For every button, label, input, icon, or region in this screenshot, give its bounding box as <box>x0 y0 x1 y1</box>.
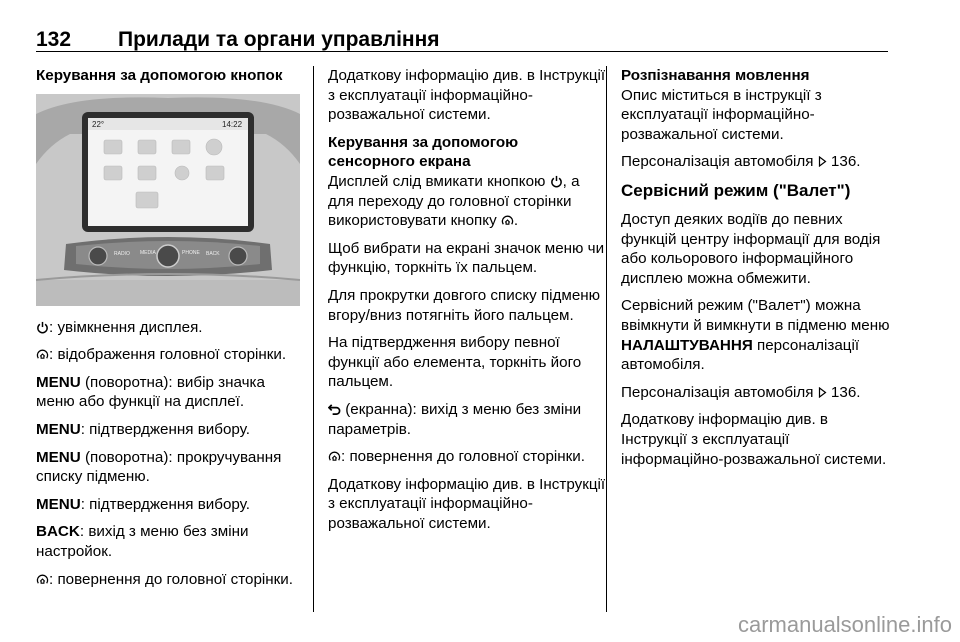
speech-desc: Опис міститься в інструкції з експлуатації інформаційно-розважальної системи. <box>621 86 822 143</box>
screen-clock: 14:22 <box>222 119 243 129</box>
column-3 <box>621 66 891 477</box>
power-knob <box>89 247 107 265</box>
media-button-label: MEDIA <box>140 249 156 256</box>
column-divider <box>313 66 314 612</box>
home-icon <box>36 573 49 586</box>
menu-knob <box>157 245 179 267</box>
home-icon <box>328 450 341 463</box>
touch-power-desc: Дисплей слід вмикати кнопкою , а для переходу до головної сторінки використовувати кнопку . <box>328 172 580 230</box>
home-knob <box>229 247 247 265</box>
home-return-desc: : повернення до головної сторінки. <box>36 570 302 590</box>
section-heading-buttons: Керування за допомогою кнопок <box>36 67 283 84</box>
touch-scroll-desc: Для прокрутки довгого списку підменю вгору/вниз потягніть його пальцем. <box>328 286 601 324</box>
screen-app-icon <box>104 166 122 180</box>
page-ref-icon <box>818 156 827 167</box>
personalization-ref: Персоналізація автомобіля 136. <box>621 153 861 171</box>
menu-rotate-desc: MENU (поворотна): вибір значка меню або функції на дисплеї. <box>36 373 265 411</box>
infotainment-photo <box>36 94 300 306</box>
valet-desc: Доступ деяких водіїв до певних функцій центру інформації для водія або кольорового інформаційного дисплею можна обмежити. <box>621 210 881 287</box>
home-button-desc: : відображення головної сторінки. <box>36 345 302 365</box>
screen-app-icon <box>136 192 158 208</box>
screen-app-icon <box>138 140 156 154</box>
page-title: Прилади та органи управління <box>118 28 440 51</box>
watermark: carmanualsonline.info <box>737 612 952 637</box>
power-icon <box>550 175 563 188</box>
more-info-text: Додаткову інформацію див. в Інструкції з експлуатації інформаційно-розважальної системи. <box>328 475 606 532</box>
screen-app-icon <box>138 166 156 180</box>
screen-app-icon <box>175 166 189 180</box>
column-2 <box>328 66 608 541</box>
page-number: 132 <box>36 28 72 51</box>
power-button-desc: : увімкнення дисплея. <box>36 318 302 338</box>
page-ref-icon <box>818 387 827 398</box>
screen-app-icon <box>104 140 122 154</box>
back-button-label: BACK <box>206 250 220 257</box>
radio-button-label: RADIO <box>114 250 130 257</box>
touch-select-desc: Щоб вибрати на екрані значок меню чи функцію, торкніть їх пальцем. <box>328 239 605 277</box>
page-header <box>36 28 888 52</box>
valet-toggle-desc: Сервісний режим ("Валет") можна ввімкнути й вимкнути в підменю меню НАЛАШТУВАННЯ персоналізації автомобіля. <box>621 297 890 374</box>
menu-confirm-desc: MENU: підтвердження вибору. <box>36 495 250 513</box>
back-button-desc: BACK: вихід з меню без зміни настройок. <box>36 523 249 560</box>
screen-back-desc: (екранна): вихід з меню без зміни параметрів. <box>328 400 582 438</box>
screen-app-icon <box>206 166 224 180</box>
phone-button-label: PHONE <box>182 249 200 256</box>
header-divider <box>36 51 888 52</box>
power-icon <box>36 321 49 334</box>
screen-home-desc: : повернення до головної сторінки. <box>328 447 608 467</box>
column-divider <box>606 66 607 612</box>
screen-temperature: 22° <box>92 119 105 129</box>
personalization-ref: Персоналізація автомобіля 136. <box>621 383 861 401</box>
section-heading-touchscreen: Керування за допомогою сенсорного екрана <box>328 133 519 171</box>
screen-app-icon <box>206 139 222 155</box>
menu-press-desc: MENU: підтвердження вибору. <box>36 420 250 438</box>
more-info-text: Додаткову інформацію див. в Інструкції з експлуатації інформаційно-розважальної системи. <box>328 67 606 124</box>
screen-app-icon <box>172 140 190 154</box>
home-icon <box>36 348 49 361</box>
more-info-text: Додаткову інформацію див. в Інструкції з експлуатації інформаційно-розважальної системи. <box>621 411 887 468</box>
touch-confirm-desc: На підтвердження вибору певної функції або елемента, торкніть його пальцем. <box>328 334 582 391</box>
section-heading-speech: Розпізнавання мовлення <box>621 67 810 84</box>
back-arrow-icon <box>328 403 341 416</box>
menu-scroll-desc: MENU (поворотна): прокручування списку підменю. <box>36 448 282 486</box>
column-1 <box>36 66 302 597</box>
home-icon <box>501 214 514 227</box>
section-heading-valet: Сервісний режим ("Валет") <box>621 180 851 200</box>
